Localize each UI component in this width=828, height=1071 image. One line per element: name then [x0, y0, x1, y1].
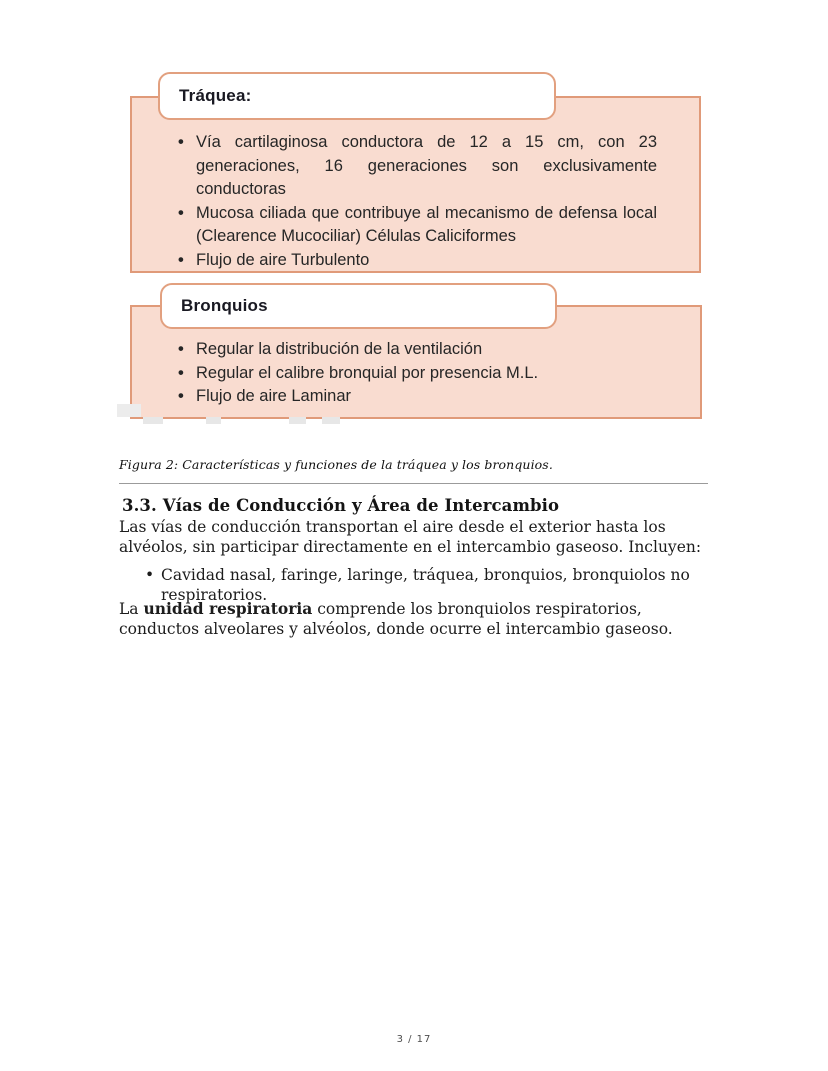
bronquios-title: Bronquios	[181, 296, 268, 315]
section-heading: 3.3. Vías de Conducción y Área de Intercambio	[122, 496, 560, 515]
closing-paragraph	[119, 599, 723, 639]
traquea-bullet-1: • Vía cartilaginosa conductora de 12 a 15 cm, con 23 generaciones, 16 generaciones son exclusivamente conductoras	[178, 131, 657, 202]
traquea-bullet-list	[132, 98, 699, 272]
bronquios-bullet-1: • Regular la distribución de la ventilación	[178, 338, 658, 362]
bronquios-bullet-3: • Flujo de aire Laminar	[178, 385, 658, 409]
section-divider	[119, 483, 708, 484]
closing-suffix: comprende los bronquiolos respiratorios, conductos alveolares y alvéolos, donde ocurre el intercambio gaseoso.	[119, 600, 673, 638]
screenshot-artifact	[206, 417, 221, 424]
traquea-box	[130, 96, 701, 273]
closing-bold-term: unidad respiratoria	[143, 599, 313, 618]
closing-prefix: La	[119, 600, 144, 618]
bronquios-title-tab	[160, 283, 557, 329]
traquea-title-tab	[158, 72, 556, 120]
bronquios-bullet-2: • Regular el calibre bronquial por presencia M.L.	[178, 362, 658, 386]
figure-caption: Figura 2: Características y funciones de la tráquea y los bronquios.	[119, 457, 553, 472]
traquea-bullet-2: • Mucosa ciliada que contribuye al mecanismo de defensa local (Clearence Mucociliar) Células Caliciformes	[178, 202, 657, 249]
page-number: 3 / 17	[396, 1034, 432, 1045]
screenshot-artifact	[117, 404, 141, 417]
conduction-list-item: • Cavidad nasal, faringe, laringe, tráquea, bronquios, bronquiolos no respiratorios.	[119, 566, 723, 605]
screenshot-artifact	[143, 417, 163, 424]
screenshot-artifact	[322, 417, 340, 424]
traquea-bullet-3: • Flujo de aire Turbulento	[178, 249, 657, 273]
traquea-title: Tráquea:	[179, 86, 252, 105]
screenshot-artifact	[289, 417, 306, 424]
figure-2-image	[0, 0, 828, 440]
intro-paragraph: Las vías de conducción transportan el aire desde el exterior hasta los alvéolos, sin participar directamente en el intercambio gaseoso. Incluyen:	[119, 518, 702, 556]
